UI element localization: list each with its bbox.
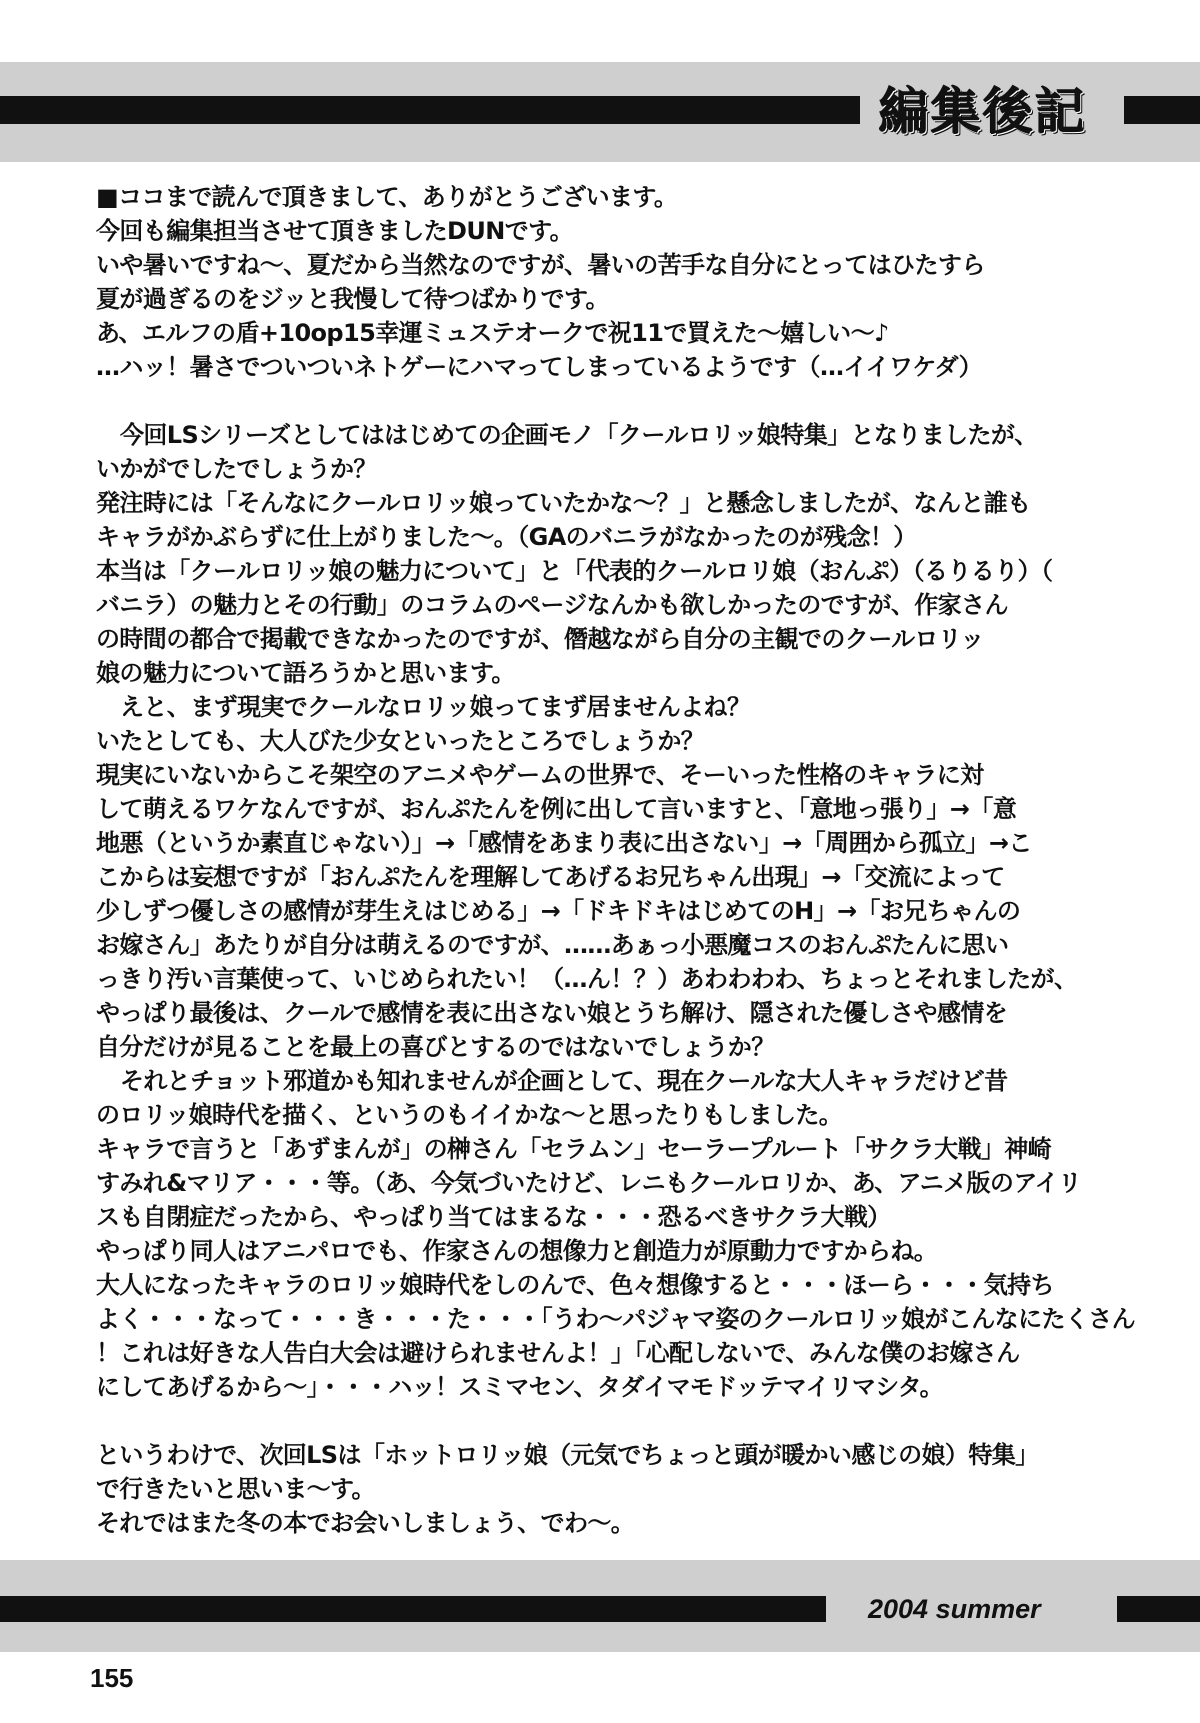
body-line: やっぱり最後は、クールで感情を表に出さない娘とうち解け、隠された優しさや感情を xyxy=(96,999,1008,1027)
body-line: えと、まず現実でクールなロリッ娘ってまず居ませんよね？ xyxy=(120,693,751,721)
body-line: スも自閉症だったから、やっぱり当てはまるな・・・恐るべきサクラ大戦） xyxy=(96,1203,891,1231)
body-line: ■ココまで読んで頂きまして、ありがとうございます。 xyxy=(96,183,678,211)
body-line: すみれ&マリア・・・等。（あ、今気づいたけど、レニもクールロリか、あ、アニメ版のアイリ xyxy=(96,1169,1082,1197)
article-body xyxy=(96,180,1136,1540)
body-line: の時間の都合で掲載できなかったのですが、僭越ながら自分の主観でのクールロリッ xyxy=(96,625,984,653)
body-line: 今回LSシリーズとしてははじめての企画モノ「クールロリッ娘特集」となりましたが、 xyxy=(120,421,1038,449)
footer-rule-right xyxy=(1117,1596,1200,1622)
page-title: 編集後記 xyxy=(878,82,1086,140)
body-line: 現実にいないからこそ架空のアニメやゲームの世界で、そーいった性格のキャラに対 xyxy=(96,761,984,789)
footer-rule-left xyxy=(0,1596,826,1622)
body-line: キャラがかぶらずに仕上がりました～。（GAのバニラがなかったのが残念！） xyxy=(96,523,917,551)
body-line: こからは妄想ですが「おんぷたんを理解してあげるお兄ちゃん出現」→「交流によって xyxy=(96,863,1005,891)
body-line: というわけで、次回LSは「ホットロリッ娘（元気でちょっと頭が暖かい感じの娘）特集」 xyxy=(96,1441,1039,1469)
body-line: お嫁さん」あたりが自分は萌えるのですが、……あぁっ小悪魔コスのおんぷたんに思い xyxy=(96,931,1009,959)
paragraph-gap xyxy=(96,384,1136,418)
season-label: 2004 summer xyxy=(868,1594,1041,1624)
body-line: 自分だけが見ることを最上の喜びとするのではないでしょうか？ xyxy=(96,1033,775,1061)
body-line: して萌えるワケなんですが、おんぷたんを例に出して言いますと、「意地っ張り」→「意 xyxy=(96,795,1017,823)
body-line: …ハッ！暑さでついついネトゲーにハマってしまっているようです（…イイワケダ） xyxy=(96,353,983,381)
body-line: にしてあげるから～」・・・ハッ！スミマセン、タダイマモドッテマイリマシタ。 xyxy=(96,1373,944,1401)
body-line: 本当は「クールロリッ娘の魅力について」と「代表的クールロリ娘（おんぷ）（るりるり）（ xyxy=(96,557,1053,585)
body-line: 発注時には「そんなにクールロリッ娘っていたかな～？」と懸念しましたが、なんと誰も xyxy=(96,489,1031,517)
body-line: で行きたいと思いま～す。 xyxy=(96,1475,375,1503)
body-line: のロリッ娘時代を描く、というのもイイかな～と思ったりもしました。 xyxy=(96,1101,843,1129)
body-line: それではまた冬の本でお会いしましょう、でわ～。 xyxy=(96,1509,635,1537)
body-line: 夏が過ぎるのをジッと我慢して待つばかりです。 xyxy=(96,285,609,313)
body-line: っきり汚い言葉使って、いじめられたい！（…ん！？）あわわわわ、ちょっとそれましたが、 xyxy=(96,965,1078,993)
body-line: 大人になったキャラのロリッ娘時代をしのんで、色々想像すると・・・ほーら・・・気持ち xyxy=(96,1271,1054,1299)
body-line: ！これは好きな人告白大会は避けられませんよ！」「心配しないで、みんな僕のお嫁さん xyxy=(96,1339,1020,1367)
paragraph-gap xyxy=(96,1404,1136,1438)
body-line: 少しずつ優しさの感情が芽生えはじめる」→「ドキドキはじめてのH」→「お兄ちゃんの xyxy=(96,897,1021,925)
body-line: いや暑いですね～、夏だから当然なのですが、暑いの苦手な自分にとってはひたすら xyxy=(96,251,985,279)
body-line: 地悪（というか素直じゃない）」→「感情をあまり表に出さない」→「周囲から孤立」→こ xyxy=(96,829,1032,857)
body-line: 娘の魅力について語ろうかと思います。 xyxy=(96,659,515,687)
body-line: やっぱり同人はアニパロでも、作家さんの想像力と創造力が原動力ですからね。 xyxy=(96,1237,938,1265)
body-line: キャラで言うと「あずまんが」の榊さん「セラムン」セーラープルート「サクラ大戦」神崎 xyxy=(96,1135,1052,1163)
body-line: いたとしても、大人びた少女といったところでしょうか？ xyxy=(96,727,705,755)
body-line: よく・・・なって・・・き・・・た・・・「うわ～パジャマ姿のクールロリッ娘がこんなにたくさん xyxy=(96,1305,1136,1333)
body-line: いかがでしたでしょうか？ xyxy=(96,455,377,483)
body-line: バニラ）の魅力とその行動」のコラムのページなんかも欲しかったのですが、作家さん xyxy=(96,591,1008,619)
page-number: 155 xyxy=(90,1663,134,1693)
body-line: あ、エルフの盾+10op15幸運ミュステオークで祝11で買えた～嬉しい～♪ xyxy=(96,319,889,347)
body-line: 今回も編集担当させて頂きましたDUNです。 xyxy=(96,217,573,245)
header-rule-right xyxy=(1124,96,1200,124)
header-rule-left xyxy=(0,96,860,124)
body-line: それとチョット邪道かも知れませんが企画として、現在クールな大人キャラだけど昔 xyxy=(120,1067,1008,1095)
